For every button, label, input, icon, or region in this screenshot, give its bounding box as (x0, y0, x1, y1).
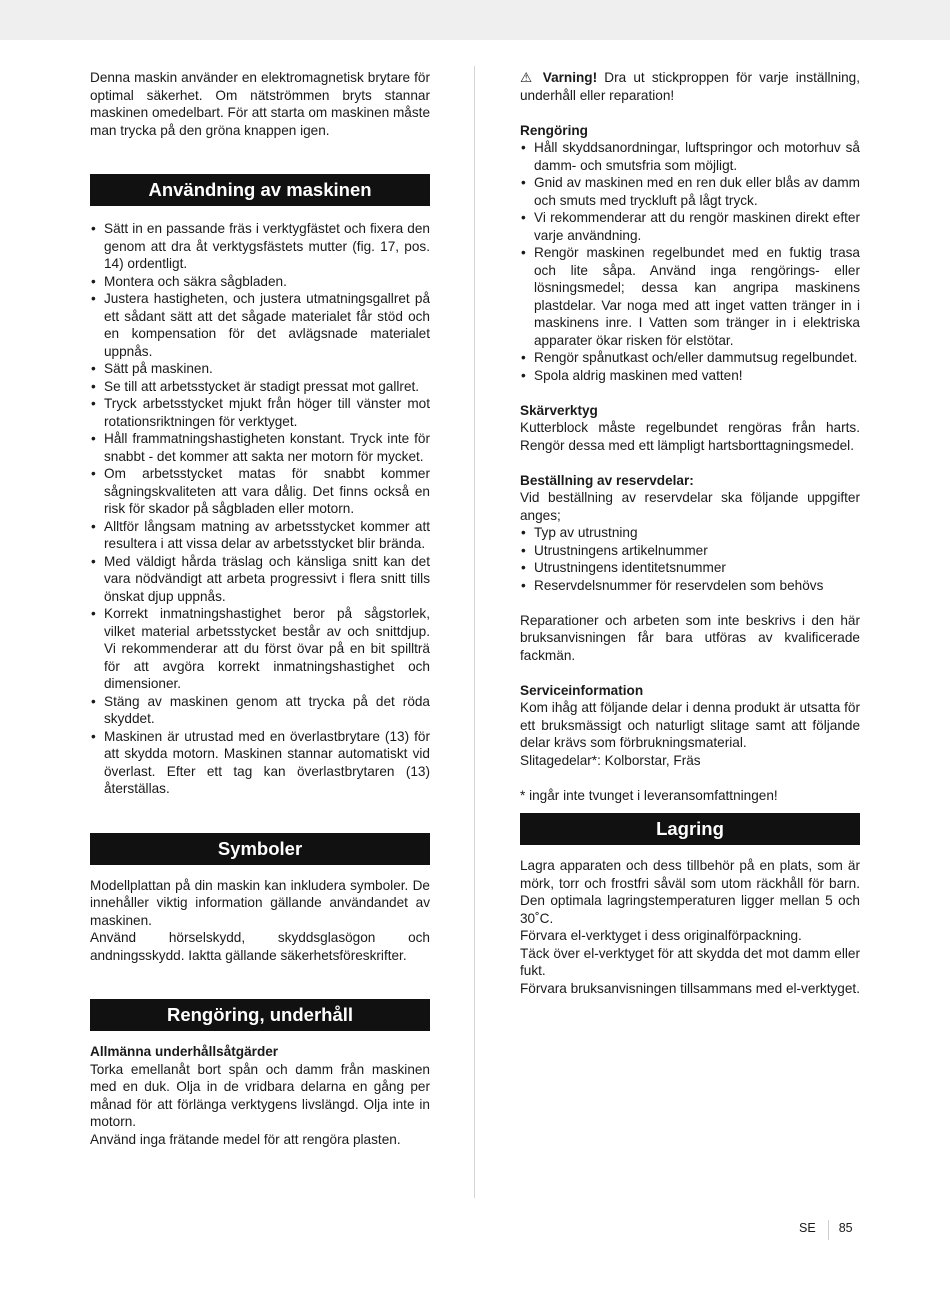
usage-heading: Användning av maskinen (90, 174, 430, 206)
storage-paragraph-2: Förvara el-verktyget i dess originalförpackning. (520, 928, 802, 943)
warning-text: Dra ut stickproppen för varje inställning, underhåll eller reparation! (520, 70, 860, 103)
list-item: • Rengör spånutkast och/eller dammutsug regelbundet. (520, 349, 860, 367)
symbols-paragraph-2: Använd hörselskydd, skyddsglasögon och andningsskydd. Iaktta gällande säkerhetsföreskrifter. (90, 930, 430, 963)
list-item: • Korrekt inmatningshastighet beror på sågstorlek, vilket material arbetsstycket består av och snittdjup. Vi rekommenderar att du först övar på en bit spillträ för att avgöra korrekt inmatningshastighet och dimensioner. (90, 605, 430, 693)
list-item: • Alltför långsam matning av arbetsstycket kommer att resultera i att vissa delar av arbetsstycket blir brända. (90, 518, 430, 553)
cutting-paragraph: Kutterblock måste regelbundet rengöras från harts. Rengör dessa med ett lämpligt hartsborttagningsmedel. (520, 420, 860, 453)
wear-parts: Slitagedelar*: Kolborstar, Fräs (520, 752, 701, 768)
list-item: • Gnid av maskinen med en ren duk eller blås av damm och smuts med tryckluft på lågt tryck. (520, 174, 860, 209)
list-item: • Montera och säkra sågbladen. (90, 273, 430, 291)
left-column (90, 69, 430, 1148)
maintenance-paragraph: Torka emellanåt bort spån och damm från maskinen med en duk. Olja in de vridbara delarna en gång per månad för att förlänga verktygens livslängd. Olja inte in motorn. (90, 1061, 430, 1129)
list-item: • Utrustningens identitetsnummer (520, 559, 860, 577)
maintenance-paragraph-2: Använd inga frätande medel för att rengöra plasten. (90, 1131, 401, 1147)
list-item: • Reservdelsnummer för reservdelen som behövs (520, 577, 860, 595)
list-item: • Håll skyddsanordningar, luftspringor och motorhuv så damm- och smutsfria som möjligt. (520, 139, 860, 174)
list-item: • Tryck arbetsstycket mjukt från höger till vänster mot rotationsriktningen för verktyget. (90, 395, 430, 430)
list-item: • Stäng av maskinen genom att trycka på det röda skyddet. (90, 693, 430, 728)
list-item: • Maskinen är utrustad med en överlastbrytare (13) för att skydda motorn. Maskinen stannar automatiskt vid överlast. Efter ett tag kan överlastbrytaren (13) återställas. (90, 728, 430, 798)
cleaning-list (520, 139, 860, 384)
intro-paragraph: Denna maskin använder en elektromagnetisk brytare för optimal säkerhet. Om nätströmmen bryts stannar maskinen omedelbart. För att starta om maskinen måste man trycka på den gröna knappen igen. (90, 70, 430, 138)
top-band (0, 0, 950, 40)
list-item: • Håll frammatningshastigheten konstant. Tryck inte för snabbt - det kommer att sakta ner motorn för mycket. (90, 430, 430, 465)
service-heading: Serviceinformation (520, 682, 644, 698)
storage-heading: Lagring (520, 813, 860, 845)
list-item: • Rengör maskinen regelbundet med en fuktig trasa och lite såpa. Använd inga rengörings- eller lösningsmedel; dessa kan angripa maskinens plastdelar. Var noga med att inget vatten tränger in i maskinens inre. I Vatten som tränger in i elektriska apparater ökar risken för elstötar. (520, 244, 860, 349)
storage-paragraph: Lagra apparaten och dess tillbehör på en plats, som är mörk, torr och frostfri såväl som utom räckhåll för barn. Den optimala lagringstemperaturen ligger mellan 5 och 30˚C. (520, 858, 860, 926)
symbols-paragraph: Modellplattan på din maskin kan inkludera symboler. De innehåller viktig information gällande användandet av maskinen. (90, 877, 430, 928)
list-item: • Om arbetsstycket matas för snabbt kommer sågningskvaliteten att vara dålig. Det finns också en risk för skador på sågbladen eller motorn. (90, 465, 430, 518)
list-item: • Se till att arbetsstycket är stadigt pressat mot gallret. (90, 378, 430, 396)
list-item: • Typ av utrustning (520, 524, 860, 542)
parts-heading: Beställning av reservdelar: (520, 472, 694, 488)
parts-paragraph: Vid beställning av reservdelar ska följande uppgifter anges; (520, 490, 860, 523)
maintenance-heading: Rengöring, underhåll (90, 999, 430, 1031)
language-code: SE (799, 1220, 829, 1240)
list-item: • Spola aldrig maskinen med vatten! (520, 367, 860, 385)
page-footer (799, 1220, 853, 1240)
warning-paragraph (520, 69, 860, 104)
usage-list (90, 220, 430, 798)
list-item: • Med väldigt hårda träslag och känsliga snitt kan det vara nödvändigt att arbeta progressivt i flera snitt tills önskat djup uppnås. (90, 553, 430, 606)
service-paragraph: Kom ihåg att följande delar i denna produkt är utsatta för ett bruksmässigt och naturligt slitage samt att följande delar krävs som förbrukningsmaterial. (520, 700, 860, 750)
storage-paragraph-4: Förvara bruksanvisningen tillsammans med el-verktyget. (520, 980, 860, 996)
repairs-paragraph: Reparationer och arbeten som inte beskrivs i den här bruksanvisningen får bara utföras av kvalificerade fackmän. (520, 612, 860, 663)
list-item: • Sätt in en passande fräs i verktygfästet och fixera den genom att dra åt verktygsfästets mutter (fig. 17, pos. 14) ordentligt. (90, 220, 430, 273)
symbols-heading: Symboler (90, 833, 430, 865)
list-item: • Sätt på maskinen. (90, 360, 430, 378)
column-divider (474, 66, 475, 1198)
list-item: • Vi rekommenderar att du rengör maskinen direkt efter varje användning. (520, 209, 860, 244)
warning-icon: ⚠ (520, 70, 536, 85)
cleaning-heading: Rengöring (520, 122, 588, 138)
cutting-heading: Skärverktyg (520, 402, 598, 418)
storage-paragraph-3: Täck över el-verktyget för att skydda det mot damm eller fukt. (520, 945, 860, 978)
maintenance-subheading: Allmänna underhållsåtgärder (90, 1044, 279, 1059)
right-column (520, 69, 860, 997)
list-item: • Justera hastigheten, och justera utmatningsgallret på ett sådant sätt att det sågade materialet får stöd och en kompensation för det avlägsnade materialet uppnås. (90, 290, 430, 360)
warning-label: Varning! (542, 70, 598, 85)
page-number: 85 (838, 1221, 853, 1235)
footnote: * ingår inte tvunget i leveransomfattningen! (520, 787, 778, 803)
list-item: • Utrustningens artikelnummer (520, 542, 860, 560)
parts-list (520, 524, 860, 594)
